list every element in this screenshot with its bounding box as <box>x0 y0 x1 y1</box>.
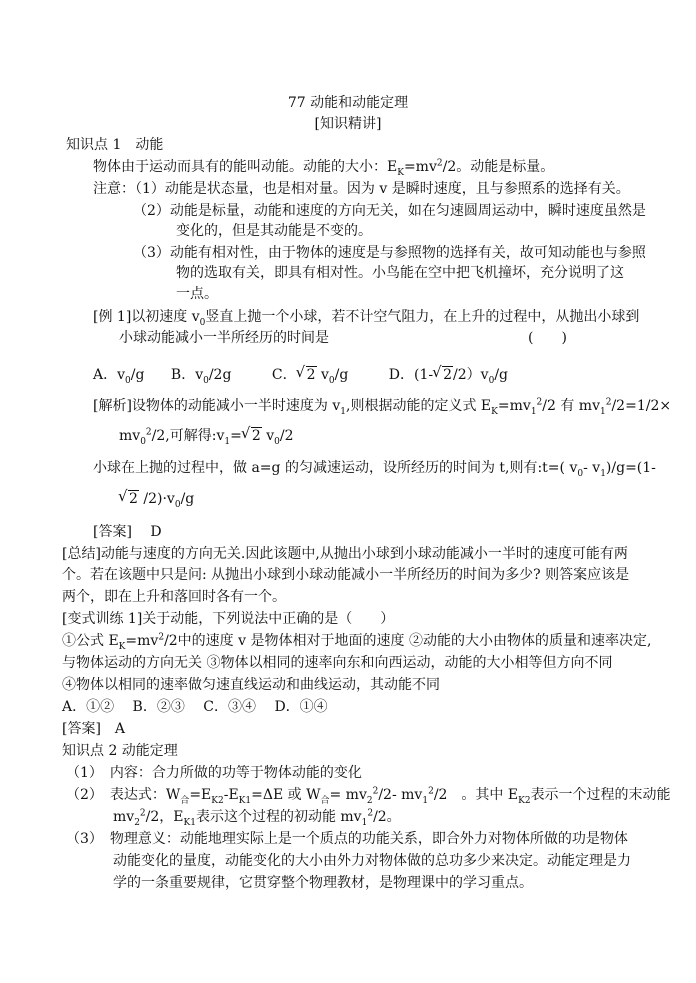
sub: K <box>491 406 498 417</box>
option-a <box>93 367 145 386</box>
kp1-note-3-cont: 物的选取有关，即具有相对性。小鸟能在空中把飞机撞坏，充分说明了这 <box>176 265 624 281</box>
variant-line-3: 与物体运动的方向无关 ③物体以相同的速率向东和向西运动，动能的大小相等但方向不同 <box>62 655 613 671</box>
text: 小球在上抛的过程中，做 a=g 的匀减速运动，设所经历的时间为 t,则有:t=( v <box>93 460 578 476</box>
definition-text: 物体由于运动而具有的能叫动能。动能的大小：E <box>93 159 398 175</box>
text: /2 <box>279 428 294 444</box>
sub: K1 <box>183 817 196 828</box>
option-d <box>388 367 508 386</box>
sub: K2 <box>211 795 224 806</box>
sup: 2 <box>536 397 543 408</box>
option-b <box>170 367 232 386</box>
variant-line-4: ④物体以相同的速率做匀速直线运动和曲线运动，其动能不同 <box>62 677 440 693</box>
kp2-item-1: （1） 内容：合力所做的功等于物体动能的变化 <box>66 765 362 781</box>
text: =mv <box>497 398 531 414</box>
example1-answer: [答案] D <box>93 524 162 540</box>
sub: 1 <box>600 406 606 417</box>
variant-line-2 <box>62 632 651 650</box>
sup: 2 <box>436 158 443 169</box>
sub: K <box>118 641 126 652</box>
example1-line2: 小球动能减小一半所经历的时间是 <box>119 330 329 346</box>
example1-line1 <box>93 308 639 326</box>
kp2-item-3-end: 学的一条重要规律，它贯穿整个物理教材，是物理课中的学习重点。 <box>113 875 533 891</box>
text: ①公式 E <box>62 633 119 649</box>
kp2-item-3-cont: 动能变化的量度，动能变化的大小由外力对物体做的总功多少来决定。动能定理是力 <box>113 853 631 869</box>
sup: 2 <box>145 427 152 438</box>
text: mv <box>113 809 135 825</box>
sub: 0 <box>125 375 131 386</box>
sqrt-symbol <box>242 427 262 445</box>
text: /2中的速度 v 是物体相对于地面的速度 ②动能的大小由物体的质量和速率决定, <box>164 633 652 649</box>
document-title: 77 动能和动能定理 <box>287 95 409 111</box>
sub: 1 <box>340 406 347 417</box>
text: /g <box>494 367 508 383</box>
sup: 2 <box>158 632 165 643</box>
sqrt-symbol <box>297 366 317 384</box>
text: = <box>230 428 242 444</box>
sub: K2 <box>518 795 531 806</box>
kp1-heading: 知识点 1 动能 <box>66 137 164 153</box>
text: /2 。其中 E <box>433 787 519 803</box>
text: /2- mv <box>378 787 423 803</box>
text: C． <box>271 367 297 383</box>
text: v <box>266 428 275 444</box>
sub: 0 <box>328 375 335 386</box>
sub: 1 <box>224 436 231 447</box>
document-subtitle: [知识精讲] <box>314 116 382 132</box>
text: =E <box>189 787 212 803</box>
summary-line-2: 个。若在该题中只是问: 从抛出小球到小球动能减小一半所经历的时间为多少? 则答案应该是 <box>62 567 630 583</box>
text: v <box>320 367 329 383</box>
sub: 0 <box>488 375 495 386</box>
sub: 合 <box>180 795 190 806</box>
text: [解析]设物体的动能减小一半时速度为 v <box>93 398 341 414</box>
text: = mv <box>329 787 367 803</box>
sqrt-symbol <box>433 366 453 384</box>
kp1-note-1: 注意：（1）动能是状态量，也是相对量。因为 v 是瞬时速度，且与参照系的选择有关。 <box>93 181 630 197</box>
text: - v <box>583 460 601 476</box>
example1-analysis-1 <box>93 397 671 415</box>
sub: 2 <box>134 817 140 828</box>
text: -E <box>223 787 239 803</box>
sub: 2 <box>366 795 373 806</box>
sub: 0 <box>274 436 280 447</box>
text: /g <box>130 367 145 383</box>
text: /2)·v <box>143 491 175 507</box>
sup: 2 <box>428 786 434 797</box>
text: /g <box>334 367 349 383</box>
sub: 0 <box>199 317 206 328</box>
sub: 0 <box>140 436 146 447</box>
text: D．(1- <box>388 367 434 383</box>
variant-options: A．①② B．②③ C．③④ D．①④ <box>62 699 328 715</box>
sub: 0 <box>577 468 584 479</box>
option-c <box>271 367 349 386</box>
summary-line-1: [总结]动能与速度的方向无关.因此该题中,从抛出小球到小球动能减小一半时的速度可能有两 <box>62 546 628 562</box>
sub: K <box>397 167 404 178</box>
formula: =mv <box>403 159 437 175</box>
text: /2g <box>208 367 232 383</box>
text: /2，E <box>145 809 184 825</box>
variant-answer: [答案] A <box>62 721 126 737</box>
kp1-definition <box>93 158 554 176</box>
sup: 2 <box>367 808 374 819</box>
text: /2 有 mv <box>542 398 600 414</box>
text: /2,可解得:v <box>151 428 225 444</box>
sqrt-symbol <box>119 490 139 508</box>
text: )/g=(1- <box>605 460 656 476</box>
example1-answer-bracket: ( ) <box>528 330 567 346</box>
definition-tail: /2。动能是标量。 <box>442 159 555 175</box>
sup: 2 <box>139 808 146 819</box>
text: /g <box>180 491 195 507</box>
text: （2） 表达式：W <box>66 787 181 803</box>
text: 表示一个过程的末动能 <box>530 787 671 803</box>
kp1-note-2-cont: 变化的，但是其动能是不变的。 <box>176 223 372 239</box>
text: A．v <box>93 367 126 383</box>
text: 竖直上抛一个小球，若不计空气阻力，在上升的过程中，从抛出小球到 <box>205 309 640 325</box>
text: =ΔE 或 W <box>251 787 321 803</box>
example1-analysis-4 <box>119 490 194 508</box>
sub: K1 <box>238 795 252 806</box>
sub: 0 <box>174 499 181 510</box>
kp1-note-2: （2）动能是标量，动能和速度的方向无关，如在匀速圆周运动中，瞬时速度虽然是 <box>133 203 646 219</box>
text: =mv <box>125 633 159 649</box>
text: /2）v <box>453 367 489 383</box>
text: mv <box>119 428 141 444</box>
sup: 2 <box>372 786 379 797</box>
kp1-note-3: （3）动能有相对性，由于物体的速度是与参照物的选择有关，故可知动能也与参照 <box>133 245 646 261</box>
variant-question: [变式训练 1]关于动能，下列说法中正确的是（ ） <box>62 611 395 627</box>
text: 表示这个过程的初动能 mv <box>195 809 362 825</box>
radicand: 2 <box>443 367 453 383</box>
radicand: 2 <box>306 367 316 383</box>
sup: 2 <box>605 397 612 408</box>
kp2-item-3: （3） 物理意义：动能地理实际上是一个质点的功能关系，即合外力对物体所做的功是物体 <box>66 831 628 847</box>
kp2-item-2 <box>66 786 671 804</box>
text: /2=1/2× <box>611 398 672 414</box>
text: ,则根据动能的定义式 E <box>346 398 492 414</box>
sub: 1 <box>530 406 537 417</box>
sub: 0 <box>203 375 209 386</box>
text: B．v <box>170 367 204 383</box>
sub: 1 <box>361 817 368 828</box>
kp1-note-3-end: 一点。 <box>176 286 218 302</box>
text: [例 1]以初速度 v <box>93 309 200 325</box>
radicand: 2 <box>251 428 261 444</box>
example1-analysis-3 <box>93 459 656 477</box>
sub: 1 <box>422 795 429 806</box>
kp2-item-2-cont <box>113 808 401 826</box>
kp2-heading: 知识点 2 动能定理 <box>62 743 178 759</box>
text: /2。 <box>373 809 401 825</box>
summary-line-3: 两个，即在上升和落回时各有一个。 <box>62 589 286 605</box>
sub: 合 <box>320 795 330 806</box>
sub: 1 <box>600 468 606 479</box>
example1-analysis-2 <box>119 427 293 445</box>
radicand: 2 <box>129 491 138 507</box>
example1-options <box>93 366 508 384</box>
